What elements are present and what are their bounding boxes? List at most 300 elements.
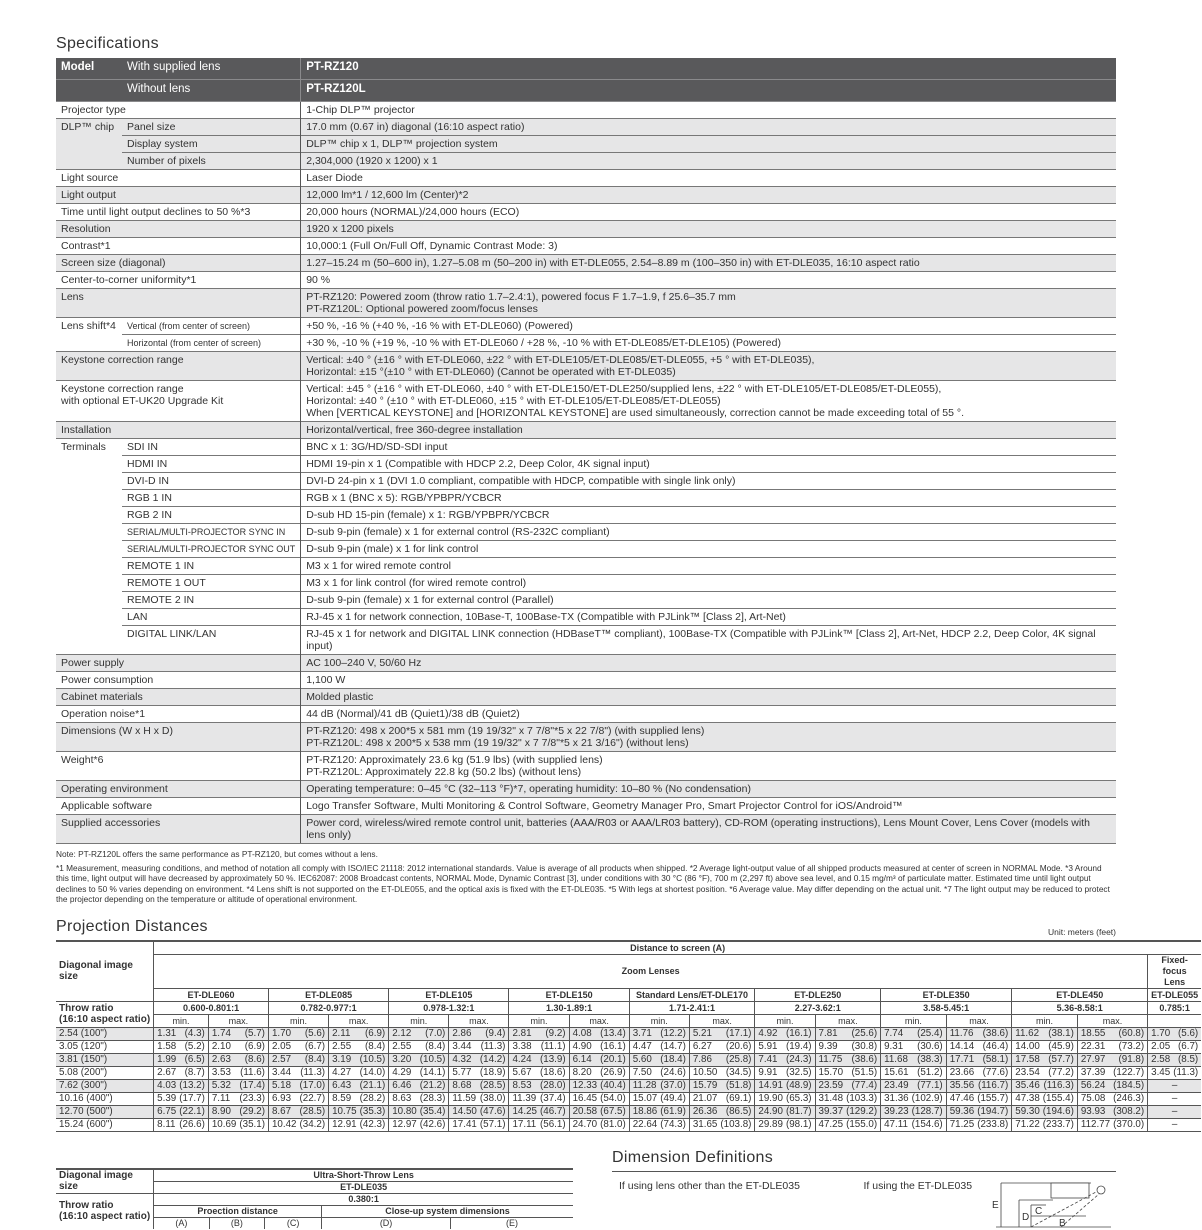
spec-label [56, 255, 301, 272]
distance-cell [755, 1053, 815, 1066]
dimension-other-lens-label: If using lens other than the ET-DLE035 [619, 1179, 800, 1192]
distance-cell [569, 1105, 629, 1118]
lens-throw-ratio: 3.58-5.45:1 [881, 1001, 1012, 1014]
spec-label [56, 752, 301, 781]
distance-m: 56.24 [1080, 1079, 1106, 1091]
spec-sublabel: Horizontal (from center of screen) [122, 335, 301, 352]
distance-cell [629, 1079, 689, 1092]
spec-value-line: 12,000 lm*1 / 12,600 lm (Center)*2 [306, 189, 469, 201]
distance-ft: (69.1) [725, 1092, 752, 1104]
distance-value [950, 1041, 1009, 1053]
distance-ft: (6.7) [304, 1040, 326, 1052]
distance-m: 35.56 [949, 1079, 975, 1091]
distance-ft: (308.2) [1113, 1105, 1145, 1117]
distance-value [332, 1067, 385, 1079]
spec-value [301, 422, 1116, 439]
spec-row [56, 439, 1116, 456]
distance-value [573, 1067, 626, 1079]
spec-sublabel: RGB 1 IN [122, 490, 301, 507]
dim-label-d: D [1022, 1211, 1030, 1223]
distance-cell [569, 1027, 629, 1040]
distance-m: 8.90 [211, 1105, 231, 1117]
distance-cell [268, 1066, 328, 1079]
distance-m: 14.14 [949, 1040, 975, 1052]
distance-value [157, 1067, 205, 1079]
distance-cell [1077, 1027, 1147, 1040]
spec-value-line: RJ-45 x 1 for network connection, 10Base-T, 100Base-TX (Compatible with PJLink™ [Class 2], Art-Net) [306, 611, 786, 623]
distance-m: 26.36 [692, 1105, 718, 1117]
spec-value [301, 672, 1116, 689]
spec-label-text: DLP™ chip [61, 121, 115, 133]
distance-m: 24.90 [758, 1105, 783, 1117]
distance-m: 71.25 [949, 1118, 975, 1130]
distance-value [758, 1041, 811, 1053]
distance-m: 3.20 [392, 1053, 412, 1065]
spec-label-text: Cabinet materials [61, 691, 143, 703]
distance-m: 2.05 [271, 1040, 292, 1052]
distance-value [573, 1093, 626, 1105]
distance-m: 39.23 [884, 1105, 909, 1117]
distance-ft: (12.2) [660, 1027, 686, 1039]
distance-ft: (13.4) [600, 1027, 626, 1039]
distance-m: 2.86 [452, 1027, 472, 1039]
distance-ft: (24.6) [660, 1066, 686, 1078]
distance-cell [946, 1053, 1012, 1066]
max-label: max. [815, 1014, 881, 1027]
distance-cell [815, 1066, 881, 1079]
distance-value [392, 1028, 445, 1040]
distance-ft: (28.5) [299, 1105, 326, 1117]
distance-m: 6.75 [157, 1105, 177, 1117]
distance-cell [1012, 1040, 1078, 1053]
distance-cell [881, 1079, 947, 1092]
distance-value [1015, 1093, 1074, 1105]
without-lens-model: PT-RZ120L [301, 80, 1116, 102]
distance-m: 8.67 [271, 1105, 292, 1117]
distance-cell [569, 1040, 629, 1053]
distance-cell [509, 1040, 569, 1053]
distance-value [452, 1119, 505, 1131]
spec-value [301, 609, 1116, 626]
spec-label [56, 815, 301, 844]
spec-value-line: 10,000:1 (Full On/Full Off, Dynamic Contrast Mode: 3) [306, 240, 558, 252]
distance-value [157, 1119, 205, 1131]
distance-m: 17.71 [949, 1053, 975, 1065]
distance-m: 59.36 [949, 1105, 975, 1117]
distance-ft: (74.3) [660, 1118, 686, 1130]
spec-value [301, 335, 1116, 352]
spec-row [56, 752, 1116, 781]
distance-ft: (18.6) [539, 1066, 566, 1078]
distance-m: 14.50 [452, 1105, 477, 1117]
spec-label-text-2: with optional ET-UK20 Upgrade Kit [61, 395, 224, 407]
distance-m: 23.54 [1015, 1066, 1040, 1078]
distance-value [392, 1106, 445, 1118]
distance-value [1151, 1041, 1198, 1053]
distance-ft: (32.5) [785, 1066, 812, 1078]
distance-value [633, 1119, 686, 1131]
distance-value [212, 1054, 265, 1066]
spec-label [56, 102, 301, 119]
distance-m: 4.24 [512, 1053, 532, 1065]
distance-m: 7.86 [692, 1053, 712, 1065]
distance-ft: (98.1) [785, 1118, 812, 1130]
distance-m: 31.36 [884, 1092, 909, 1104]
distance-cell [268, 1105, 328, 1118]
ust-aspect-text: (16:10 aspect ratio) [59, 1211, 151, 1223]
ust-ratio: 0.380:1 [154, 1193, 573, 1205]
distance-ft: (233.7) [1042, 1118, 1074, 1130]
distance-ft: (22.7) [299, 1092, 326, 1104]
distance-m: 4.47 [632, 1040, 652, 1052]
distance-value [693, 1067, 752, 1079]
distance-m: 47.46 [949, 1092, 975, 1104]
spec-row [56, 507, 1116, 524]
distance-cell [881, 1053, 947, 1066]
spec-value-line: 20,000 hours (NORMAL)/24,000 hours (ECO) [306, 206, 520, 218]
spec-label-text: Power consumption [61, 674, 154, 686]
distance-m: 4.27 [332, 1066, 352, 1078]
min-label: min. [154, 1014, 209, 1027]
projection-distances-title: Projection Distances [56, 917, 208, 935]
projector-shape [1051, 1183, 1089, 1198]
spec-value [301, 592, 1116, 609]
model-row-with-lens [56, 58, 1116, 80]
distance-cell [449, 1066, 509, 1079]
distance-value [212, 1093, 265, 1105]
distance-m: 37.39 [1080, 1066, 1106, 1078]
distance-m: 22.31 [1080, 1040, 1106, 1052]
distance-cell [755, 1027, 815, 1040]
distance-value [512, 1041, 565, 1053]
distance-value [392, 1080, 445, 1092]
image-size: 7.62 (300") [56, 1079, 154, 1092]
distance-cell [1077, 1092, 1147, 1105]
distance-value [272, 1106, 325, 1118]
distance-value [693, 1119, 752, 1131]
lens-throw-ratio: 1.71-2.41:1 [629, 1001, 755, 1014]
distance-ft: (370.0) [1113, 1118, 1145, 1130]
not-available-dash: – [1171, 1105, 1178, 1117]
distance-value [452, 1106, 505, 1118]
spec-row [56, 490, 1116, 507]
distance-ft: (28.3) [419, 1092, 446, 1104]
distance-m: 29.89 [758, 1118, 783, 1130]
distance-cell [449, 1079, 509, 1092]
distance-ft: (60.8) [1118, 1027, 1145, 1039]
distance-ft: (17.1) [725, 1027, 752, 1039]
distance-value [633, 1067, 686, 1079]
aspect-ratio-text: (16:10 aspect ratio) [59, 1014, 151, 1026]
spec-label [56, 289, 301, 318]
distance-cell [946, 1092, 1012, 1105]
distance-ft: (6.7) [1178, 1040, 1199, 1052]
distance-cell [689, 1066, 755, 1079]
projection-row [56, 1053, 1201, 1066]
distance-value [452, 1093, 505, 1105]
distance-ft: (155.4) [1042, 1092, 1074, 1104]
distance-ft: (11.3) [480, 1040, 506, 1052]
distance-value [693, 1080, 752, 1092]
distance-m: 19.90 [758, 1092, 783, 1104]
distance-value [392, 1067, 445, 1079]
dimension-definitions-title: Dimension Definitions [612, 1148, 774, 1166]
distance-value [884, 1041, 943, 1053]
distance-cell [208, 1092, 268, 1105]
distance-m: 5.32 [211, 1079, 231, 1091]
distance-value [758, 1054, 811, 1066]
spec-row [56, 558, 1116, 575]
distance-m: 27.97 [1080, 1053, 1106, 1065]
distance-m: 3.44 [452, 1040, 472, 1052]
distance-value [1015, 1119, 1074, 1131]
distance-cell [509, 1053, 569, 1066]
spec-row [56, 204, 1116, 221]
distance-cell [208, 1040, 268, 1053]
distance-cell [154, 1118, 209, 1131]
distance-cell [1077, 1040, 1147, 1053]
proj-header-row [56, 954, 1201, 988]
distance-value [758, 1080, 811, 1092]
distance-value [157, 1054, 205, 1066]
spec-value [301, 272, 1116, 289]
distance-m: 71.22 [1015, 1118, 1040, 1130]
distance-ft: (18.4) [660, 1053, 686, 1065]
distance-cell [755, 1066, 815, 1079]
note: Note: PT-RZ120L offers the same performance as PT-RZ120, but comes without a lens. [56, 849, 378, 859]
distance-value [758, 1028, 811, 1040]
distance-value [212, 1041, 265, 1053]
spec-value-line: 90 % [306, 274, 331, 286]
distance-ft: (34.2) [299, 1118, 326, 1130]
projection-row [56, 1105, 1201, 1118]
distance-ft: (42.6) [419, 1118, 446, 1130]
distance-ft: (26.6) [179, 1118, 205, 1130]
distance-m: 31.65 [692, 1118, 718, 1130]
distance-m: 2.05 [1151, 1040, 1171, 1052]
distance-cell [1012, 1027, 1078, 1040]
spec-value-line: Horizontal: ±40 ° (±10 ° with ET-DLE060, ±15 ° with ET-DLE105/ET-DLE085/ET-DLE055) [306, 395, 721, 407]
fixed-spacer [1148, 1014, 1202, 1027]
distance-cell [881, 1027, 947, 1040]
distance-m: 75.08 [1080, 1092, 1106, 1104]
spec-value-line: PT-RZ120L: Approximately 22.8 kg (50.2 lbs) (without lens) [306, 766, 582, 778]
distance-value [573, 1028, 626, 1040]
model-label: Model [56, 58, 122, 80]
spec-value-line: PT-RZ120L: Optional powered zoom/focus lenses [306, 303, 538, 315]
spec-value [301, 102, 1116, 119]
distance-m: 17.11 [512, 1118, 537, 1130]
spec-value-line: M3 x 1 for wired remote control [306, 560, 451, 572]
distance-m: 35.46 [1015, 1079, 1040, 1091]
distance-m: 3.45 [1151, 1066, 1171, 1078]
ust-column-label: (B) [209, 1217, 264, 1229]
spec-value [301, 221, 1116, 238]
image-size: 12.70 (500") [56, 1105, 154, 1118]
distance-value [1081, 1093, 1144, 1105]
distance-value [758, 1106, 811, 1118]
distance-value [950, 1119, 1009, 1131]
spec-sublabel: SDI IN [122, 439, 301, 456]
distance-value [272, 1028, 325, 1040]
spec-row [56, 238, 1116, 255]
spec-value-line: RJ-45 x 1 for network and DIGITAL LINK connection (HDBaseT™ compliant), 100Base-TX (Compatible with PJLink™ [Class 2], Art-Net, HDCP 2.2, Deep Color, 4K signal input) [306, 628, 1096, 652]
distance-cell [1077, 1105, 1147, 1118]
distance-m: 1.70 [271, 1027, 292, 1039]
lens-shape [1097, 1186, 1105, 1194]
spec-value-line: AC 100–240 V, 50/60 Hz [306, 657, 422, 669]
spec-value-line: M3 x 1 for link control (for wired remote control) [306, 577, 527, 589]
distance-ft: (35.3) [359, 1105, 386, 1117]
lens-name: ET-DLE450 [1012, 988, 1148, 1001]
distance-value [1015, 1106, 1074, 1118]
distance-m: 6.27 [692, 1040, 712, 1052]
distance-ft: (28.2) [359, 1092, 386, 1104]
dim-label-b: B [1059, 1217, 1066, 1229]
distance-value [633, 1054, 686, 1066]
spec-label-text: Time until light output declines to 50 %*3 [61, 206, 251, 218]
distance-ft: (45.9) [1048, 1040, 1074, 1052]
spec-sublabel: REMOTE 2 IN [122, 592, 301, 609]
spec-row [56, 524, 1116, 541]
distance-m: 23.66 [949, 1066, 975, 1078]
distance-ft: (38.6) [851, 1053, 878, 1065]
zoom-lenses-label: Zoom Lenses [154, 954, 1148, 988]
spec-value-line: Vertical: ±40 ° (±16 ° with ET-DLE060, ±22 ° with ET-DLE105/ET-DLE085/ET-DLE055, +5 ° with ET-DLE035), [306, 354, 815, 366]
spec-label [56, 381, 301, 422]
distance-cell [268, 1040, 328, 1053]
distance-ft: (46.7) [539, 1105, 566, 1117]
distance-value [819, 1054, 878, 1066]
spec-label [56, 119, 122, 170]
distance-m: 7.41 [758, 1053, 778, 1065]
spec-row [56, 575, 1116, 592]
distance-cell [815, 1105, 881, 1118]
spec-row [56, 609, 1116, 626]
distance-ft: (47.6) [479, 1105, 506, 1117]
distance-cell [449, 1040, 509, 1053]
distance-value [693, 1054, 752, 1066]
distance-value [212, 1067, 265, 1079]
ust-column-label: (C) [265, 1217, 322, 1229]
distance-m: 4.32 [452, 1053, 472, 1065]
distance-m: 6.43 [332, 1079, 352, 1091]
spec-label [56, 238, 301, 255]
distance-m: 10.69 [211, 1118, 237, 1130]
spec-value [301, 575, 1116, 592]
spec-value [301, 473, 1116, 490]
distance-cell [1012, 1092, 1078, 1105]
spec-label [56, 204, 301, 221]
distance-ft: (28.5) [479, 1079, 506, 1091]
distance-m: 15.70 [818, 1066, 844, 1078]
spec-label-text: Dimensions (W x H x D) [61, 725, 174, 737]
distance-value [884, 1119, 943, 1131]
distance-value [272, 1080, 325, 1092]
distance-m: 20.58 [572, 1105, 598, 1117]
spec-row [56, 255, 1116, 272]
distance-m: 18.55 [1080, 1027, 1106, 1039]
lens-name: ET-DLE350 [881, 988, 1012, 1001]
distance-ft: (154.6) [911, 1118, 943, 1130]
fixed-lens-throw-ratio: 0.785:1 [1148, 1001, 1202, 1014]
spec-sublabel: SERIAL/MULTI-PROJECTOR SYNC IN [122, 524, 301, 541]
distance-cell [449, 1105, 509, 1118]
spec-value [301, 689, 1116, 706]
distance-value [332, 1054, 385, 1066]
distance-cell [755, 1040, 815, 1053]
distance-m: 2.12 [392, 1027, 412, 1039]
distance-ft: (30.6) [917, 1040, 943, 1052]
distance-ft: (48.9) [785, 1079, 812, 1091]
spec-row [56, 170, 1116, 187]
distance-m: 5.21 [692, 1027, 712, 1039]
distance-ft: (49.4) [660, 1092, 686, 1104]
distance-m: 11.28 [632, 1079, 657, 1091]
distance-value [633, 1041, 686, 1053]
distance-m: 93.93 [1080, 1105, 1106, 1117]
distance-m: 10.80 [392, 1105, 417, 1117]
spec-sublabel: Display system [122, 136, 301, 153]
ust-diag-label: Diagonal image size [56, 1169, 154, 1194]
ust-throw-label [56, 1193, 154, 1229]
distance-cell [1012, 1118, 1078, 1131]
spec-value [301, 507, 1116, 524]
distance-value [884, 1028, 943, 1040]
spec-row [56, 272, 1116, 289]
distance-ft: (8.4) [365, 1040, 386, 1052]
lens-throw-ratio: 2.27-3.62:1 [755, 1001, 881, 1014]
distance-cell [268, 1079, 328, 1092]
lens-name: ET-DLE085 [268, 988, 388, 1001]
distance-ft: (57.1) [479, 1118, 506, 1130]
distance-value [272, 1067, 325, 1079]
distance-value [1015, 1067, 1074, 1079]
lens-throw-ratio: 1.30-1.89:1 [509, 1001, 629, 1014]
spec-sublabel: REMOTE 1 OUT [122, 575, 301, 592]
spec-label-text: Terminals [61, 441, 106, 453]
distance-m: 4.92 [758, 1027, 778, 1039]
distance-cell [815, 1092, 881, 1105]
distance-m: 39.37 [818, 1105, 844, 1117]
distance-cell [509, 1027, 569, 1040]
distance-value [884, 1054, 943, 1066]
spec-row [56, 335, 1116, 352]
distance-ft: (21.2) [419, 1079, 446, 1091]
divider [612, 1171, 1116, 1172]
distance-ft: (7.0) [425, 1027, 446, 1039]
distance-ft: (65.3) [785, 1092, 812, 1104]
distance-ft: (194.7) [977, 1105, 1009, 1117]
distance-value [950, 1067, 1009, 1079]
spec-label-text: Operating environment [61, 783, 168, 795]
distance-cell [449, 1092, 509, 1105]
spec-value [301, 136, 1116, 153]
spec-value [301, 187, 1116, 204]
distance-value [512, 1093, 565, 1105]
spec-row [56, 318, 1116, 335]
dimension-diagram [991, 1180, 1116, 1230]
distance-ft: (18.9) [479, 1066, 506, 1078]
distance-m: 11.68 [884, 1053, 908, 1065]
fixed-distance-cell [1148, 1079, 1202, 1092]
distance-cell [154, 1027, 209, 1040]
distance-cell [629, 1092, 689, 1105]
distance-ft: (30.8) [851, 1040, 878, 1052]
distance-cell [629, 1105, 689, 1118]
distance-cell [881, 1118, 947, 1131]
distance-value [633, 1080, 686, 1092]
